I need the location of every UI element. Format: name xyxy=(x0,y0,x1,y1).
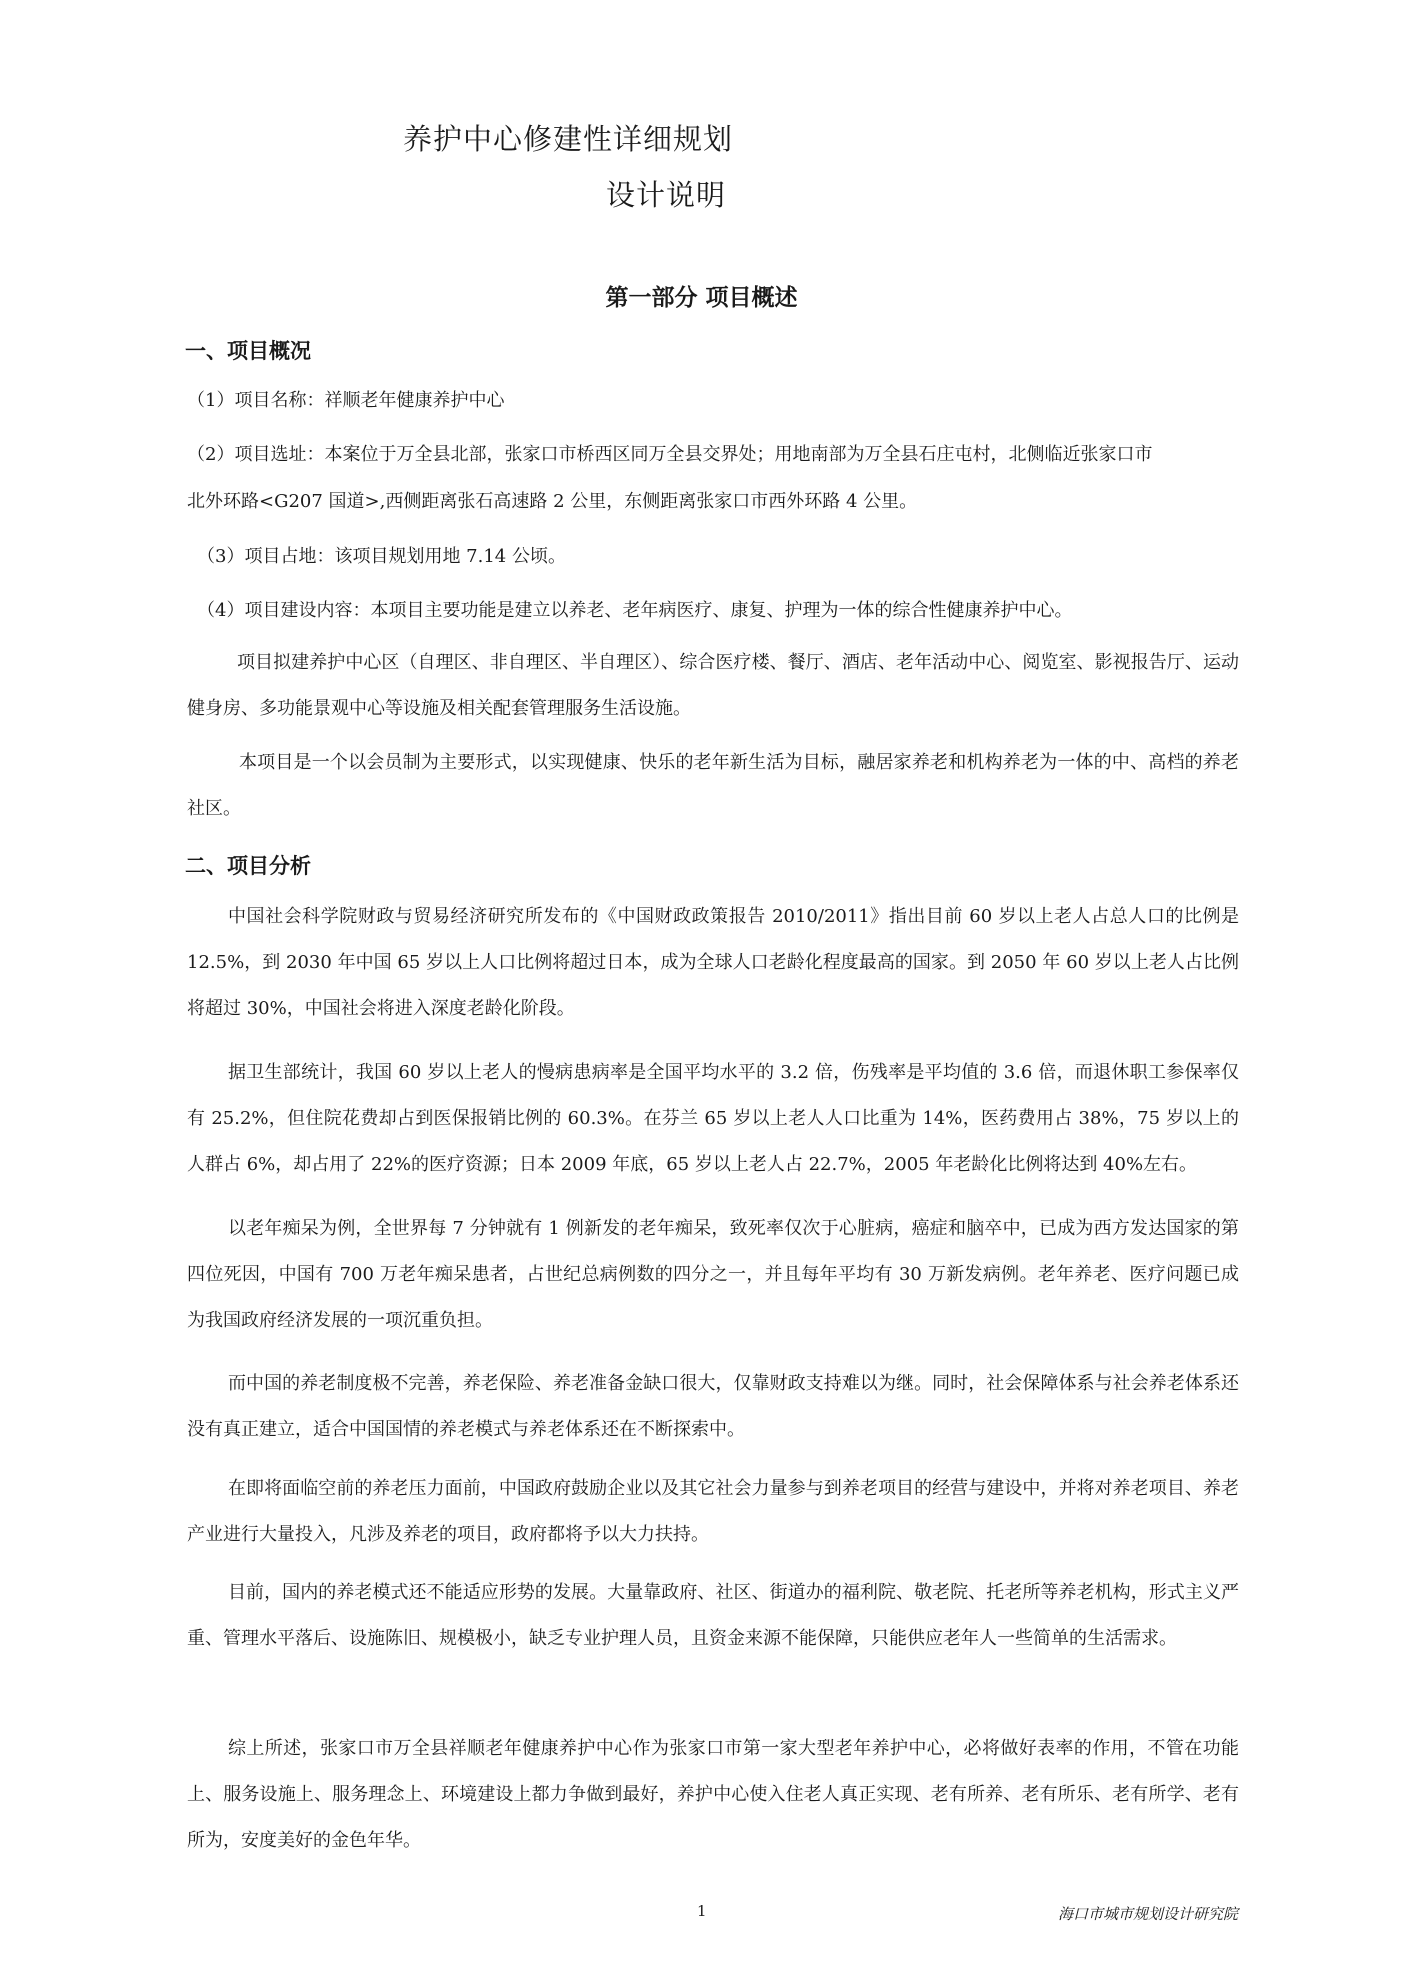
paragraph-facilities: 项目拟建养护中心区（自理区、非自理区、半自理区）、综合医疗楼、餐厅、酒店、老年活动中心、阅览室、影视报告厅、运动健身房、多功能景观中心等设施及相关配套管理服务生活设施。 xyxy=(187,652,1239,719)
page-number: 1 xyxy=(697,1902,707,1920)
paragraph-membership: 本项目是一个以会员制为主要形式，以实现健康、快乐的老年新生活为目标，融居家养老和机构养老为一体的中、高档的养老社区。 xyxy=(187,752,1239,819)
document-subtitle: 设计说明 xyxy=(606,178,727,212)
item-project-content: （4）项目建设内容：本项目主要功能是建立以养老、老年病医疗、康复、护理为一体的综合性健康养护中心。 xyxy=(197,600,1073,621)
paragraph-health-statistics: 据卫生部统计，我国 60 岁以上老人的慢病患病率是全国平均水平的 3.2 倍，伤残率是平均值的 3.6 倍，而退休职工参保率仅有 25.2%，但住院花费却占到医保报销比例的 60.3%。在芬兰 65 岁以上老人人口比重为 14%，医药费用占 38%，75 岁以上的人群占 6%，却占用了 22%的医疗资源；日本 2009 年底，65 岁以上老人占 22.7%，2005 年老龄化比例将达到 40%左右。 xyxy=(187,1062,1239,1175)
part-heading: 第一部分 项目概述 xyxy=(605,284,798,311)
document-title: 养护中心修建性详细规划 xyxy=(403,122,734,156)
section-heading-overview: 一、项目概况 xyxy=(185,338,311,363)
paragraph-government-support: 在即将面临空前的养老压力面前，中国政府鼓励企业以及其它社会力量参与到养老项目的经营与建设中，并将对养老项目、养老产业进行大量投入，凡涉及养老的项目，政府都将予以大力扶持。 xyxy=(187,1478,1239,1545)
paragraph-pension-system: 而中国的养老制度极不完善，养老保险、养老准备金缺口很大，仅靠财政支持难以为继。同时，社会保障体系与社会养老体系还没有真正建立，适合中国国情的养老模式与养老体系还在不断探索中。 xyxy=(187,1373,1239,1440)
paragraph-dementia: 以老年痴呆为例，全世界每 7 分钟就有 1 例新发的老年痴呆，致死率仅次于心脏病，癌症和脑卒中，已成为西方发达国家的第四位死因，中国有 700 万老年痴呆患者，占世纪总病例数的四分之一，并且每年平均有 30 万新发病例。老年养老、医疗问题已成为我国政府经济发展的一项沉重负担。 xyxy=(187,1218,1239,1331)
paragraph-conclusion: 综上所述，张家口市万全县祥顺老年健康养护中心作为张家口市第一家大型老年养护中心，必将做好表率的作用，不管在功能上、服务设施上、服务理念上、环境建设上都力争做到最好，养护中心使入住老人真正实现、老有所养、老有所乐、老有所学、老有所为，安度美好的金色年华。 xyxy=(187,1738,1239,1851)
paragraph-aging-report: 中国社会科学院财政与贸易经济研究所发布的《中国财政政策报告 2010/2011》指出目前 60 岁以上老人占总人口的比例是 12.5%，到 2030 年中国 65 岁以上人口比例将超过日本，成为全球人口老龄化程度最高的国家。到 2050 年 60 岁以上老人占比例将超过 30%，中国社会将进入深度老龄化阶段。 xyxy=(187,906,1239,1019)
item-project-name: （1）项目名称：祥顺老年健康养护中心 xyxy=(187,390,505,411)
item-project-site-line2: 北外环路<G207 国道>,西侧距离张石高速路 2 公里，东侧距离张家口市西外环路 4 公里。 xyxy=(187,491,918,512)
footer-organization: 海口市城市规划设计研究院 xyxy=(1058,1905,1239,1923)
item-project-area: （3）项目占地：该项目规划用地 7.14 公顷。 xyxy=(197,546,566,567)
item-project-site-line1: （2）项目选址：本案位于万全县北部，张家口市桥西区同万全县交界处；用地南部为万全县石庄屯村，北侧临近张家口市 xyxy=(187,444,1153,465)
paragraph-current-model: 目前，国内的养老模式还不能适应形势的发展。大量靠政府、社区、街道办的福利院、敬老院、托老所等养老机构，形式主义严重、管理水平落后、设施陈旧、规模极小，缺乏专业护理人员，且资金来源不能保障，只能供应老年人一些简单的生活需求。 xyxy=(187,1582,1239,1649)
section-heading-analysis: 二、项目分析 xyxy=(185,853,311,878)
